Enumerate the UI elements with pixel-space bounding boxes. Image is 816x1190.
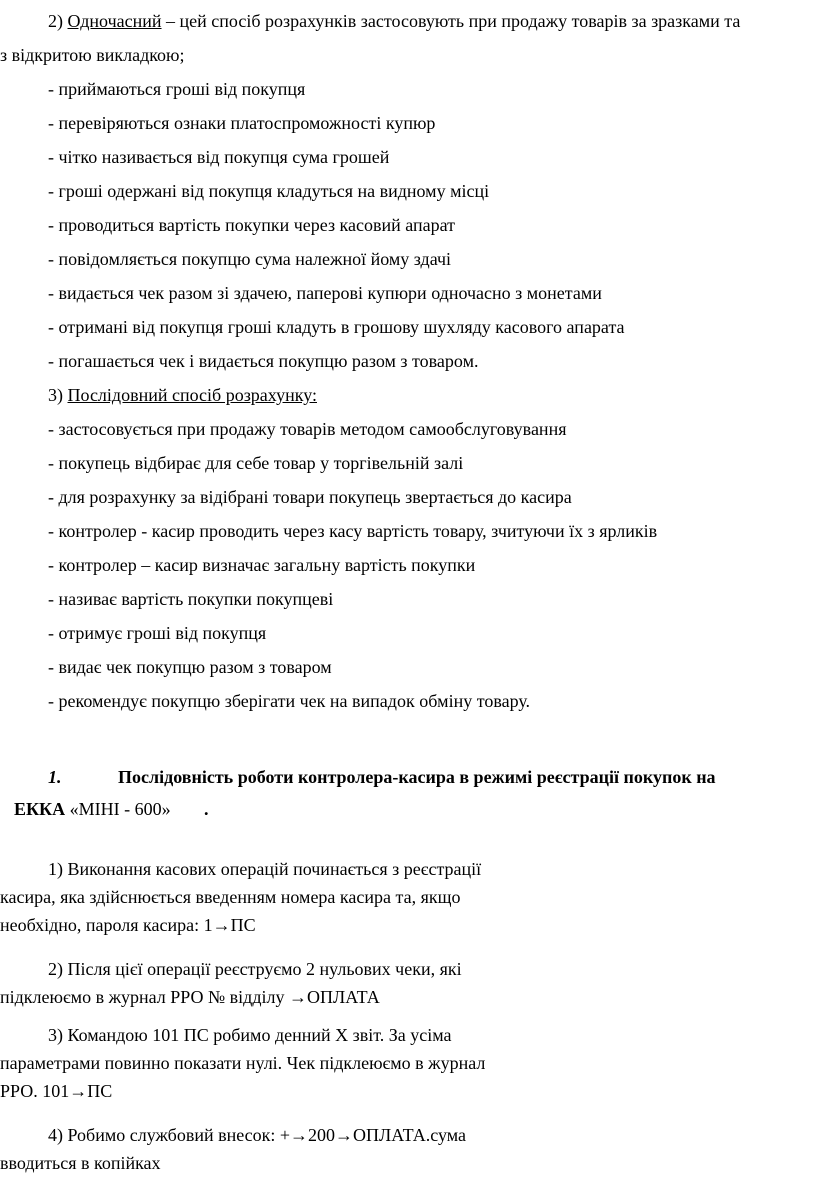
heading-line-2 xyxy=(14,798,171,820)
section-2-number: 2) xyxy=(48,11,63,31)
heading-model: «МІНІ - 600» xyxy=(65,799,171,819)
section-3-number: 3) xyxy=(48,385,63,405)
section-2-step: - видається чек разом зі здачею, паперові купюри одночасно з монетами xyxy=(48,283,602,303)
section-3-step: - покупець відбирає для себе товар у торгівельній залі xyxy=(48,453,464,473)
section-2-term: Одночасний xyxy=(67,11,162,31)
section-3-step: - називає вартість покупки покупцеві xyxy=(48,589,334,609)
section-2-step: - перевіряються ознаки платоспроможності купюр xyxy=(48,113,436,133)
section-3-step: - контролер – касир визначає загальну вартість покупки xyxy=(48,555,476,575)
section-2-first-line xyxy=(48,10,740,32)
section-3-term: Послідовний спосіб розрахунку: xyxy=(67,385,317,405)
section-2-step: - гроші одержані від покупця кладуться на видному місці xyxy=(48,181,490,201)
section-3-step: - отримує гроші від покупця xyxy=(48,623,267,643)
section-3-step: - видає чек покупцю разом з товаром xyxy=(48,657,332,677)
procedure-line: 4) Робимо службовий внесок: +→200→ОПЛАТА.сума xyxy=(48,1125,467,1145)
section-2-intro: – цей спосіб розрахунків застосовують при продажу товарів за зразками та xyxy=(161,11,741,31)
section-3-step: - для розрахунку за відібрані товари покупець звертається до касира xyxy=(48,487,572,507)
section-2-step: - приймаються гроші від покупця xyxy=(48,79,306,99)
section-3-step: - контролер - касир проводить через касу вартість товару, зчитуючи їх з ярликів xyxy=(48,521,658,541)
procedure-line: параметрами повинно показати нулі. Чек підклеюємо в журнал xyxy=(0,1053,486,1073)
procedure-line: необхідно, пароля касира: 1→ПС xyxy=(0,915,256,935)
heading-dot: . xyxy=(204,799,209,819)
procedure-line: підклеюємо в журнал РРО № відділу →ОПЛАТА xyxy=(0,987,380,1007)
procedure-line: вводиться в копійках xyxy=(0,1153,161,1173)
procedure-line: касира, яка здійснюється введенням номера касира та, якщо xyxy=(0,887,461,907)
procedure-line: 3) Командою 101 ПС робимо денний Х звіт. За усіма xyxy=(48,1025,452,1045)
section-2-step: - отримані від покупця гроші кладуть в грошову шухляду касового апарата xyxy=(48,317,625,337)
section-3-title-line xyxy=(48,384,317,406)
section-2-step: - проводиться вартість покупки через касовий апарат xyxy=(48,215,456,235)
heading-line-1: Послідовність роботи контролера-касира в режимі реєстрації покупок на xyxy=(118,767,716,787)
procedure-line: 2) Після цієї операції реєструємо 2 нульових чеки, які xyxy=(48,959,462,979)
section-2-intro-cont: з відкритою викладкою; xyxy=(0,45,185,65)
section-3-step: - рекомендує покупцю зберігати чек на випадок обміну товару. xyxy=(48,691,531,711)
procedure-line: РРО. 101→ПС xyxy=(0,1081,113,1101)
section-3-step: - застосовується при продажу товарів методом самообслуговування xyxy=(48,419,567,439)
procedure-line: 1) Виконання касових операцій починається з реєстрації xyxy=(48,859,482,879)
section-2-step: - чітко називається від покупця сума грошей xyxy=(48,147,390,167)
section-2-step: - повідомляється покупцю сума належної йому здачі xyxy=(48,249,452,269)
section-2-step: - погашається чек і видається покупцю разом з товаром. xyxy=(48,351,479,371)
heading-ekka: ЕККА xyxy=(14,799,66,819)
heading-number: 1. xyxy=(48,767,62,787)
